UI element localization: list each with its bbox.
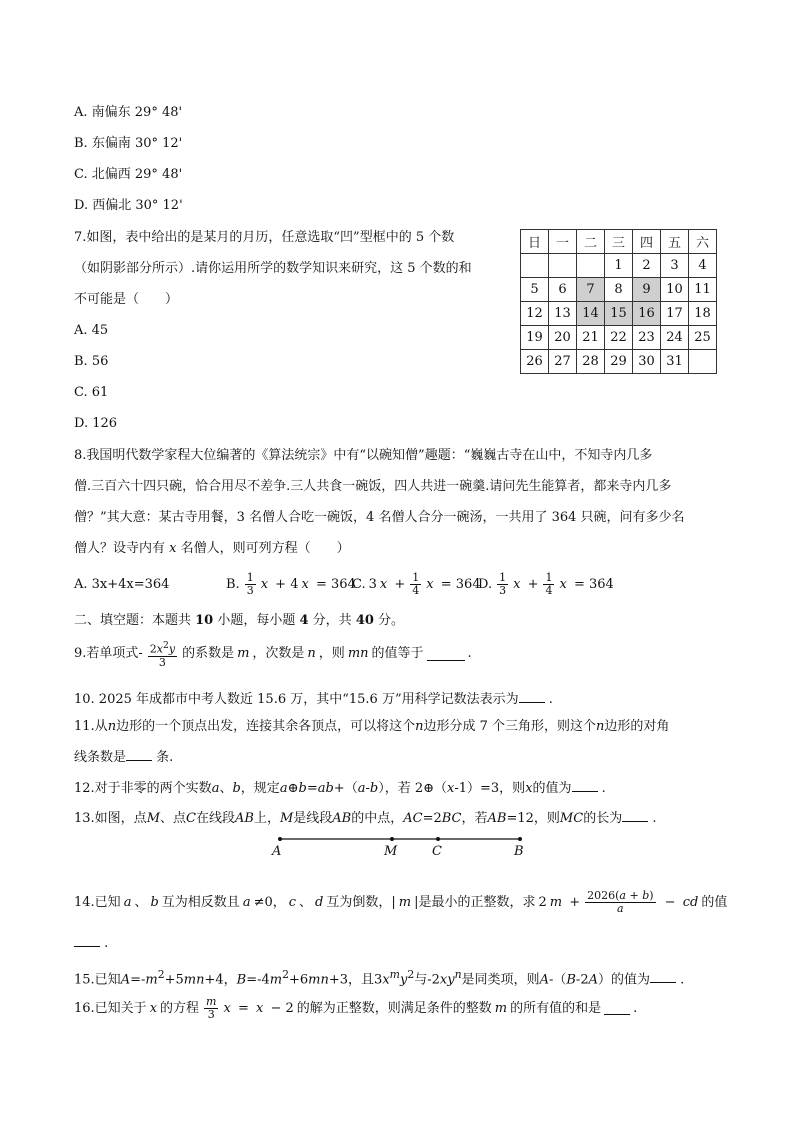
calendar-cell: 5: [521, 278, 549, 302]
q6-option-a: A. 南偏东 29° 48': [74, 105, 183, 120]
calendar-cell: 31: [661, 350, 689, 374]
q11-text: 边形的对角: [604, 719, 670, 734]
q7-option-b: B. 56: [74, 354, 109, 369]
q12-line: 12.对于非零的两个实数a、b，规定a⊕b=ab+（a-b），若 2⊕（x-1）=3，则x的值为 .: [74, 781, 606, 796]
point-c-label: C: [432, 844, 442, 859]
q11-line1: [74, 718, 669, 736]
q13-line: 13.如图，点M、点C在线段AB上，M是线段AB的中点，AC=2BC，若AB=12，则MC的长为 .: [74, 811, 657, 826]
calendar-header: 二: [577, 230, 605, 254]
q11-text: 边形的一个顶点出发，连接其余各顶点，可以将这个: [116, 719, 416, 734]
q13-text: 上，: [253, 811, 280, 826]
point-a-dot: [278, 837, 282, 841]
calendar-cell: 1: [605, 254, 633, 278]
segment-diagram: [270, 830, 530, 864]
q8-option-d-label: D.: [478, 576, 493, 592]
calendar-row: [521, 350, 717, 374]
q14-line2: .: [74, 934, 108, 953]
calendar-cell: 12: [521, 302, 549, 326]
q8-option-d: D. $\frac{1}{3}$ x + $\frac{1}{4}$ x = 364: [478, 571, 614, 597]
q6-option-c: C. 北偏西 29° 48': [74, 167, 183, 182]
q16-line: 16.已知关于 x 的方程 $\frac{m}{3}$ x = x − 2 的解为正整数，则满足条件的整数 m 的所有值的和是 .: [74, 995, 638, 1021]
q12-text: ），若 2⊕（: [378, 781, 448, 796]
q11-text: 11.从: [74, 719, 108, 734]
calendar-cell: 27: [549, 350, 577, 374]
calendar-cell: [549, 254, 577, 278]
q14-text: 14.已知: [74, 894, 121, 910]
q9-text: 的系数是: [182, 646, 235, 662]
q8-line4: [74, 540, 350, 558]
q11-line2: [74, 748, 173, 767]
calendar-cell: 15: [605, 302, 633, 326]
calendar-header: 四: [633, 230, 661, 254]
answer-blank[interactable]: [572, 779, 598, 792]
q10-text: 10. 2025 年成都市中考人数近 15.6 万，其中“15.6 万”用科学记数法表示为: [74, 692, 519, 707]
q8-line4-text-a: 僧人？设寺内有: [74, 541, 166, 556]
q15-text: 15.已知: [74, 972, 121, 988]
calendar-cell: 21: [577, 326, 605, 350]
q7-option-c: C. 61: [74, 385, 109, 400]
q15-line: 15.已知$A=-m^2+5mn+4$，$B=-4m^2+6mn+3$，且$3x^my^2$与$-2xy^n$是同类项，则A-（B-2A）的值为 .: [74, 968, 685, 988]
calendar-cell: 11: [689, 278, 717, 302]
q14-text: 的值: [701, 894, 728, 910]
section-2-points-each: 4: [299, 613, 309, 628]
calendar-table: [520, 229, 717, 374]
q8-option-a-text: A. 3x+4x=364: [74, 577, 170, 592]
q14-text: 互为相反数且: [161, 894, 240, 910]
calendar-cell: 18: [689, 302, 717, 326]
q8-line2: 僧.三百六十四只碗，恰合用尽不差争.三人共食一碗饭，四人共进一碗羹.请问先生能算者，都来寺内几多: [74, 479, 672, 494]
q7-line1: 7.如图，表中给出的是某月的月历，任意选取“凹”型框中的 5 个数: [74, 230, 455, 245]
q11-text: 条.: [156, 750, 174, 765]
answer-blank[interactable]: [519, 690, 545, 703]
calendar-header-row: [521, 230, 717, 254]
q8-line4-text-b: 名僧人，则可列方程（ ）: [180, 541, 350, 556]
q12-text: （: [344, 781, 358, 796]
q8-option-c-label: C.: [352, 576, 366, 592]
q13-text: 的中点，: [351, 811, 404, 826]
calendar-cell: 2: [633, 254, 661, 278]
q14-text: 互为倒数，|: [326, 894, 396, 910]
calendar-cell: 29: [605, 350, 633, 374]
calendar-cell: 30: [633, 350, 661, 374]
calendar-row: [521, 278, 717, 302]
q9-text: ，次数是: [252, 646, 305, 662]
section-2-title-part: 分。: [373, 613, 405, 628]
q12-text: ，规定: [240, 781, 280, 796]
q8-line1: 8.我国明代数学家程大位编著的《算法统宗》中有“以碗知僧”趣题：“巍巍古寺在山中，不知寺内几多: [74, 448, 653, 463]
calendar-cell: 17: [661, 302, 689, 326]
q9-var-m: m: [237, 646, 250, 662]
q7-line3: 不可能是（ ）: [74, 292, 179, 307]
fraction-one-third: $\frac{1}{3}$: [246, 571, 254, 597]
q12-text: -1）=3，则: [454, 781, 526, 796]
calendar-cell: 9: [633, 278, 661, 302]
q11-text: 边形分成 7 个三角形，则这个: [423, 719, 596, 734]
answer-blank[interactable]: [622, 809, 648, 822]
point-b-label: B: [514, 844, 524, 859]
q16-text: 的解为正整数，则满足条件的整数: [296, 1000, 492, 1016]
q16-text: 16.已知关于: [74, 1000, 147, 1016]
point-m-dot: [390, 837, 394, 841]
calendar-cell: 25: [689, 326, 717, 350]
fraction-one-third: $\frac{1}{3}$: [499, 571, 507, 597]
q16-text: 的所有值的和是: [510, 1000, 602, 1016]
calendar-cell: 26: [521, 350, 549, 374]
q16-fraction: $\frac{m}{3}$: [206, 995, 217, 1021]
calendar-cell: [577, 254, 605, 278]
calendar-cell: 16: [633, 302, 661, 326]
calendar-row: [521, 302, 717, 326]
calendar-cell: 20: [549, 326, 577, 350]
q13-text: 13.如图，点: [74, 811, 147, 826]
q8-option-a: [74, 576, 169, 594]
q6-option-b: B. 东偏南 30° 12': [74, 136, 183, 151]
q11-var-n: n: [107, 719, 117, 734]
section-2-title-part: 分，共: [308, 613, 356, 628]
section-2-title-part: 二、填空题：本题共: [74, 613, 196, 628]
q8-var-x: x: [169, 541, 177, 556]
answer-blank[interactable]: [74, 934, 100, 947]
section-2-title-part: 小题，每小题: [213, 613, 300, 628]
q7-line2: （如阴影部分所示）.请你运用所学的数学知识来研究，这 5 个数的和: [74, 261, 472, 276]
q7-option-a: A. 45: [74, 323, 109, 338]
calendar-cell: 24: [661, 326, 689, 350]
calendar-cell: 14: [577, 302, 605, 326]
q15-text: 是同类项，则: [461, 972, 540, 988]
q8-line3: 僧？”其大意：某古寺用餐，3 名僧人合吃一碗饭，4 名僧人合分一碗汤，一共用了 364 只碗，问有多少名: [74, 510, 685, 525]
q11-var-n: n: [596, 719, 605, 734]
q9-text: 9.若单项式-: [74, 646, 143, 662]
q12-text: 12.对于非零的两个实数: [74, 781, 212, 796]
answer-blank[interactable]: [650, 970, 676, 983]
calendar-cell: 28: [577, 350, 605, 374]
answer-blank[interactable]: [427, 648, 465, 661]
calendar-cell: 10: [661, 278, 689, 302]
calendar-cell: 7: [577, 278, 605, 302]
calendar-header: 三: [605, 230, 633, 254]
q8-option-b-label: B.: [226, 576, 240, 592]
calendar-cell: [521, 254, 549, 278]
answer-blank[interactable]: [126, 748, 152, 761]
q8-option-b: B. $\frac{1}{3}$ x + 4 x = 364: [226, 571, 356, 597]
q13-text: 的长为: [583, 811, 623, 826]
q14-text: ≠0，: [253, 894, 286, 910]
calendar-header: 一: [549, 230, 577, 254]
q11-var-n: n: [415, 719, 424, 734]
calendar-cell: 4: [689, 254, 717, 278]
q16-text: 的方程: [160, 1000, 200, 1016]
calendar-header: 日: [521, 230, 549, 254]
q13-text: ，若: [461, 811, 488, 826]
point-c-dot: [436, 837, 440, 841]
calendar-cell: 23: [633, 326, 661, 350]
point-m-label: M: [384, 844, 398, 859]
q9-var-mn: mn: [347, 646, 369, 662]
fraction-one-quarter: $\frac{1}{4}$: [545, 571, 553, 597]
segment-svg: [270, 830, 530, 864]
q14-text: |是最小的正整数，求: [414, 894, 536, 910]
q11-text: 线条数是: [74, 750, 127, 765]
calendar-cell: 13: [549, 302, 577, 326]
q6-option-d: D. 西偏北 30° 12': [74, 198, 183, 213]
q9-text: 的值等于: [371, 646, 424, 662]
q13-text: 在线段: [195, 811, 235, 826]
calendar-cell: [689, 350, 717, 374]
calendar-cell: 3: [661, 254, 689, 278]
calendar-header: 六: [689, 230, 717, 254]
q13-text: 、点: [160, 811, 187, 826]
q9-monomial-fraction: $\frac{2x^2y}{3}$: [149, 640, 176, 669]
calendar-row: [521, 326, 717, 350]
calendar-cell: 6: [549, 278, 577, 302]
section-2-title: [74, 612, 404, 630]
q12-text: 的值为: [532, 781, 572, 796]
fraction-one-quarter: $\frac{1}{4}$: [412, 571, 420, 597]
q14-fraction: $\frac{2026(a + b)}{a}$: [587, 889, 654, 915]
q9-text: ，则: [318, 646, 345, 662]
q10-line: 10. 2025 年成都市中考人数近 15.6 万，其中“15.6 万”用科学记数法表示为 .: [74, 692, 553, 707]
calendar-cell: 8: [605, 278, 633, 302]
calendar-header: 五: [661, 230, 689, 254]
calendar-cell: 22: [605, 326, 633, 350]
q15-text: 的值为: [611, 972, 651, 988]
calendar-row: [521, 254, 717, 278]
section-2-points-total: 40: [355, 613, 374, 628]
q14-line1: 14.已知 a 、 b 互为相反数且 a ≠0， c 、 d 互为倒数，| m |是最小的正整数，求 2 m + $\frac{2026(a + b)}{a}$ − cd 的值: [74, 889, 728, 915]
point-a-label: A: [272, 844, 282, 859]
section-2-count: 10: [195, 613, 214, 628]
q9-text: .: [467, 646, 472, 662]
q13-text: =12，则: [506, 811, 560, 826]
point-b-dot: [518, 837, 522, 841]
q15-text: ，且: [348, 972, 375, 988]
q9-var-n: n: [307, 646, 316, 662]
q8-option-c: C. 3 x + $\frac{1}{4}$ x = 364: [352, 571, 481, 597]
q13-text: 是线段: [293, 811, 333, 826]
answer-blank[interactable]: [604, 1002, 630, 1015]
q7-option-d: D. 126: [74, 416, 118, 431]
calendar-cell: 19: [521, 326, 549, 350]
q9-line: [74, 640, 472, 669]
